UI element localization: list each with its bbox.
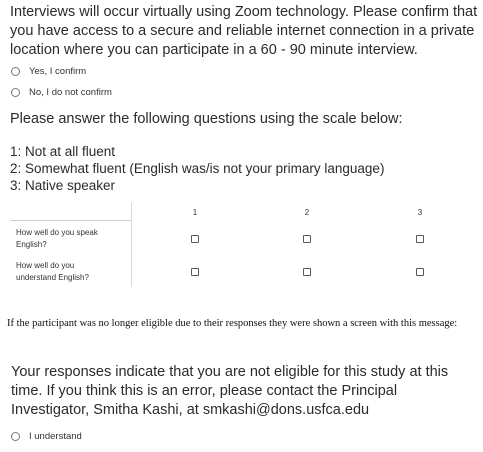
scale-level-2: 2: Somewhat fluent (English was/is not your primary language) [10,161,385,176]
radio-label: No, I do not confirm [29,87,112,98]
checkbox-speak-2[interactable] [303,235,311,243]
ineligibility-note: If the participant was no longer eligible due to their responses they were shown a screen with this message: [7,318,458,329]
matrix-column-header-1: 1 [192,208,198,217]
radio-option-yes-confirm[interactable] [11,66,86,77]
matrix-column-header-2: 2 [304,208,310,217]
checkbox-understand-2[interactable] [303,268,311,276]
scale-level-3: 3: Native speaker [10,178,116,193]
checkbox-speak-3[interactable] [416,235,424,243]
matrix-column-header-3: 3 [417,208,423,217]
scale-level-1: 1: Not at all fluent [10,144,116,159]
zoom-requirement-question: Interviews will occur virtually using Zoom technology. Please confirm that you have access to a secure and reliable internet connection in a private location where you can participate in a 60 - 90 minute interview. [10,4,478,58]
checkbox-speak-1[interactable] [191,235,199,243]
matrix-row-label-understand: How well do you understand English? [16,261,89,282]
radio-option-i-understand[interactable] [11,431,82,442]
matrix-column-divider [131,202,132,287]
ineligible-message: Your responses indicate that you are not eligible for this study at this time. If you think this is an error, please contact the Principal Investigator, Smitha Kashi, at smkashi@dons.usfca.edu [11,364,449,418]
checkbox-understand-1[interactable] [191,268,199,276]
radio-label: Yes, I confirm [29,66,87,77]
radio-button-icon[interactable] [11,432,20,441]
checkbox-understand-3[interactable] [416,268,424,276]
scale-legend [10,143,384,194]
radio-button-icon[interactable] [11,88,20,97]
scale-instruction: Please answer the following questions using the scale below: [10,111,403,127]
matrix-header-divider [10,220,131,221]
radio-label: I understand [29,431,82,442]
radio-option-no-confirm[interactable] [11,87,112,98]
radio-button-icon[interactable] [11,67,20,76]
matrix-row-label-speak: How well do you speak English? [16,228,98,249]
fluency-matrix-question [10,202,480,287]
